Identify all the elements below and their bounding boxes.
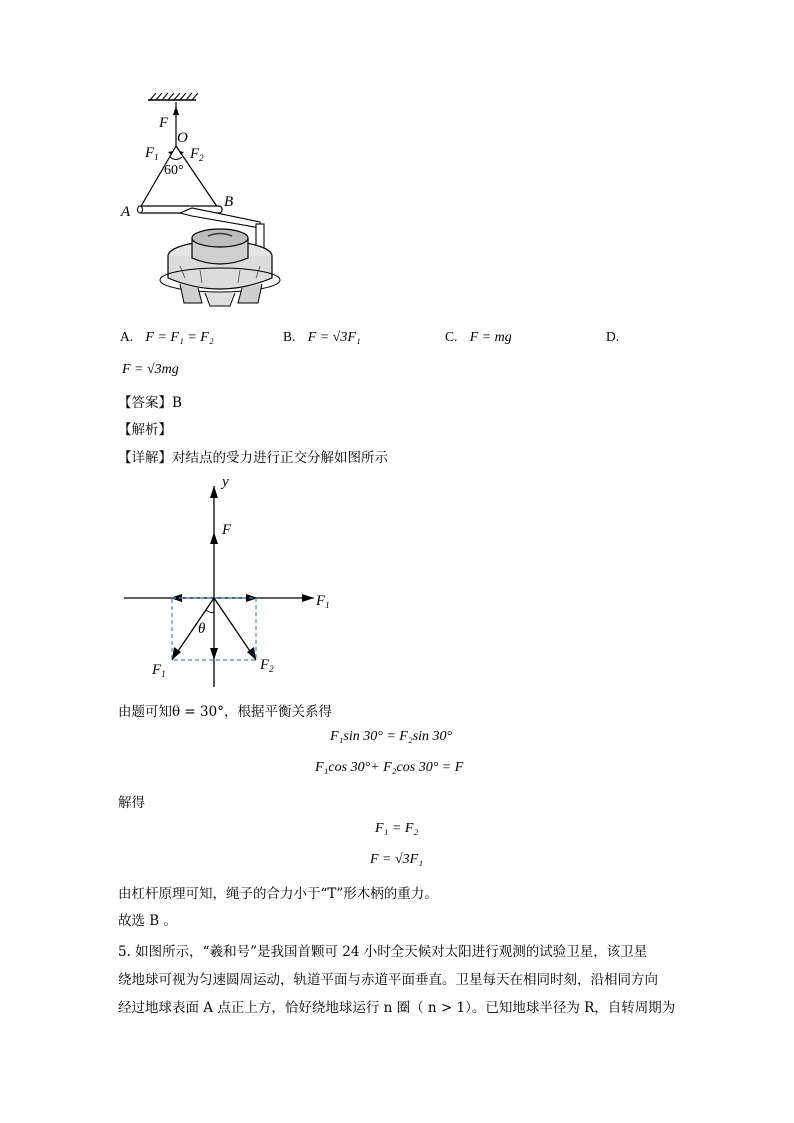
fig1-label-A: A bbox=[121, 204, 131, 220]
option-a: A. F = F₁ = F₂ bbox=[120, 329, 214, 345]
question5-line-3: 经过地球表面 A 点正上方，恰好绕地球运行 n 圈（ n > 1）。已知地球半径为 R，自转周期为 bbox=[118, 1000, 676, 1016]
option-b: B. F = √3F₁ bbox=[283, 329, 361, 345]
option-a-expr: F = F₁ = F₂ bbox=[145, 330, 214, 345]
solution-line-2: 解得 bbox=[118, 795, 145, 811]
detail-line: 【详解】对结点的受力进行正交分解如图所示 bbox=[118, 450, 388, 466]
fig2-label-F1-left: $F_1$ bbox=[152, 662, 166, 679]
option-b-expr: F = √3F₁ bbox=[307, 330, 361, 345]
option-c: C. F = mg bbox=[445, 329, 512, 345]
option-d-expr: F = √3mg bbox=[122, 362, 179, 377]
equation-1: F₁sin 30° = F₂sin 30° bbox=[330, 729, 453, 744]
solution-line-1: 由题可知θ = 30°，根据平衡关系得 bbox=[118, 704, 332, 720]
fig1-label-O: O bbox=[177, 130, 188, 146]
fig2-label-y: y bbox=[222, 474, 229, 490]
answer-value: B bbox=[172, 395, 182, 411]
solution-line-3: 由杠杆原理可知，绳子的合力小于“T”形木柄的重力。 bbox=[118, 886, 438, 902]
fig2-label-theta: θ bbox=[198, 621, 206, 637]
fig2-label-F1-right: $F_1$ bbox=[316, 593, 330, 610]
solution-line-4: 故选 B 。 bbox=[118, 913, 178, 929]
equation-2: F₁cos 30°+ F₂cos 30° = F bbox=[315, 760, 464, 775]
fig1-label-F: F bbox=[159, 115, 169, 131]
analysis-tag: 【解析】 bbox=[118, 422, 172, 438]
figure-force-decomposition bbox=[118, 472, 348, 692]
fig1-label-B: B bbox=[224, 194, 234, 210]
fig1-label-angle: 60° bbox=[164, 163, 184, 178]
fig1-label-F2: $F_2$ bbox=[190, 146, 204, 163]
question5-line-2: 绕地球可视为匀速圆周运动，轨道平面与赤道平面垂直。卫星每天在相同时刻，沿相同方向 bbox=[118, 972, 658, 988]
equation-3: F₁ = F₂ bbox=[375, 821, 419, 836]
fig2-label-F: F bbox=[222, 522, 232, 538]
figure-millstone-diagram bbox=[110, 88, 290, 318]
equation-4: F = √3F₁ bbox=[370, 852, 424, 867]
answer-line: 【答案】B bbox=[118, 395, 182, 411]
fig1-label-F1: $F_1$ bbox=[145, 145, 159, 162]
question5-line-1: 5. 如图所示，“羲和号”是我国首颗可 24 小时全天候对太阳进行观测的试验卫星，该卫星 bbox=[118, 944, 648, 960]
fig2-label-F2: $F_2$ bbox=[260, 657, 274, 674]
option-c-expr: F = mg bbox=[469, 330, 512, 345]
option-d: D. bbox=[606, 329, 620, 344]
